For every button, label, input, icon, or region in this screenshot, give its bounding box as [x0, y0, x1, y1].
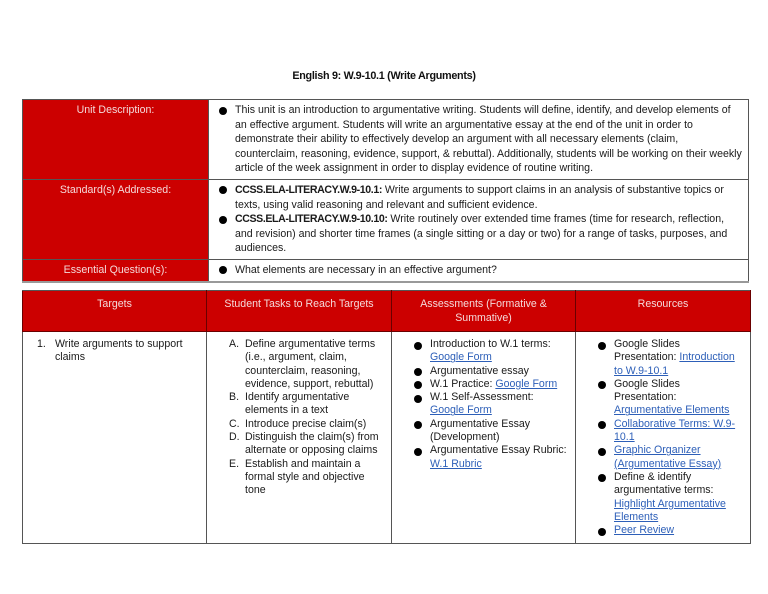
essential-questions-label: Essential Question(s):	[23, 259, 209, 281]
target-cell	[23, 332, 207, 544]
resources-list	[582, 338, 744, 537]
task-item	[229, 431, 385, 458]
assessment-text: Argumentative Essay Rubric:	[430, 444, 567, 457]
task-text: Introduce precise claim(s)	[245, 417, 367, 430]
resource-item	[596, 338, 744, 378]
standard-item	[217, 212, 742, 256]
rubric-link[interactable]: W.1 Rubric	[430, 457, 482, 470]
tasks-cell	[207, 332, 392, 544]
unit-description-content	[209, 100, 749, 180]
essential-questions-content	[209, 259, 749, 281]
highlight-elements-link[interactable]: Highlight Argumentative Elements	[614, 497, 726, 523]
assessment-text: Argumentative Essay (Development)	[430, 417, 531, 444]
target-item	[29, 338, 200, 365]
assessment-text: Introduction to W.1 terms:	[430, 338, 551, 350]
resource-item	[596, 524, 744, 537]
graphic-organizer-link[interactable]: Graphic Organizer (Argumentative Essay)	[614, 444, 722, 470]
essential-questions-row	[23, 259, 749, 281]
assessment-item	[412, 418, 569, 445]
argumentative-elements-link[interactable]: Argumentative Elements	[614, 404, 730, 417]
assessment-text: W.1 Self-Assessment:	[430, 391, 534, 404]
unit-overview-table	[22, 99, 749, 283]
standard-code: CCSS.ELA-LITERACY.W.9-10.1:	[235, 183, 382, 196]
resource-item	[596, 418, 744, 445]
standards-label: Standard(s) Addressed:	[23, 179, 209, 259]
essential-questions-list	[217, 263, 742, 278]
resource-item	[596, 471, 744, 524]
table-row	[23, 332, 751, 544]
essential-question-item: What elements are necessary in an effective argument?	[217, 263, 742, 278]
google-form-link[interactable]: Google Form	[495, 377, 558, 390]
plan-table	[22, 290, 751, 544]
standards-content	[209, 179, 749, 259]
resources-cell	[576, 332, 751, 544]
tasks-list	[213, 338, 385, 498]
resource-item	[596, 378, 744, 418]
task-item	[229, 338, 385, 391]
resource-text: Google Slides Presentation:	[614, 377, 680, 404]
resource-text: Define & identify argumentative terms:	[614, 470, 714, 497]
header-student-tasks: Student Tasks to Reach Targets	[207, 291, 392, 332]
task-text: Define argumentative terms (i.e., argument, claim, counterclaim, reasoning, evidence, support, rebuttal)	[245, 338, 376, 390]
standard-text: Write routinely over extended time frames (time for research, reflection, and revision) and shorter time frames (a single sitting or a day or two) for a range of tasks, purposes, and audiences.	[235, 213, 728, 255]
resource-item	[596, 444, 744, 471]
plan-table-header-row	[23, 291, 751, 332]
assessment-text: Argumentative essay	[430, 364, 529, 377]
target-number: 1.	[37, 338, 46, 350]
peer-review-link[interactable]: Peer Review	[614, 524, 675, 537]
header-resources: Resources	[576, 291, 751, 332]
standards-list	[217, 183, 742, 256]
assessments-list	[398, 338, 569, 471]
collaborative-terms-link[interactable]: Collaborative Terms: W.9-10.1	[614, 417, 736, 444]
task-letter: D.	[229, 431, 240, 444]
assessment-item	[412, 444, 569, 471]
task-text: Establish and maintain a formal style and objective tone	[245, 457, 365, 497]
target-text: Write arguments to support claims	[55, 338, 183, 364]
assessment-item	[412, 365, 569, 378]
task-item	[229, 458, 385, 498]
unit-description-label: Unit Description:	[23, 100, 209, 180]
standards-row	[23, 179, 749, 259]
standard-code: CCSS.ELA-LITERACY.W.9-10.10:	[235, 213, 388, 226]
task-text: Identify argumentative elements in a text	[245, 391, 350, 417]
assessment-text: W.1 Practice:	[430, 377, 496, 390]
task-letter: C.	[229, 417, 240, 430]
assessment-item	[412, 338, 569, 365]
assessment-item	[412, 391, 569, 418]
google-form-link[interactable]: Google Form	[430, 404, 492, 417]
resource-text: Google Slides Presentation:	[614, 338, 680, 364]
unit-description-row	[23, 100, 749, 180]
unit-description-text: This unit is an introduction to argumentative writing. Students will define, identify, and develop elements of an effective argument. Students will write an argumentative essay at the end of the unit in order to demonstrate their ability to effectively develop an argument with all necessary elements (claim, counterclaim, reasoning, evidence, support, & rebuttal). Additionally, students will be working on their weekly article of the week assignment in order to display evidence of routine writing.	[217, 103, 742, 176]
document-title: English 9: W.9-10.1 (Write Arguments)	[292, 70, 476, 82]
task-letter: A.	[229, 338, 240, 350]
standard-item	[217, 183, 742, 212]
header-assessments: Assessments (Formative & Summative)	[392, 291, 576, 332]
task-item	[229, 418, 385, 431]
header-targets: Targets	[23, 291, 207, 332]
task-item	[229, 391, 385, 418]
assessments-cell	[392, 332, 576, 544]
task-letter: B.	[229, 391, 240, 404]
task-text: Distinguish the claim(s) from alternate or opposing claims	[245, 431, 379, 457]
assessment-item	[412, 378, 569, 391]
task-letter: E.	[229, 457, 240, 470]
intro-slides-link[interactable]: Introduction to W.9-10.1	[614, 351, 735, 377]
google-form-link[interactable]: Google Form	[430, 351, 492, 364]
unit-description-list	[217, 103, 742, 176]
standard-text: Write arguments to support claims in an analysis of substantive topics or texts, using valid reasoning and relevant and sufficient evidence.	[235, 183, 724, 211]
